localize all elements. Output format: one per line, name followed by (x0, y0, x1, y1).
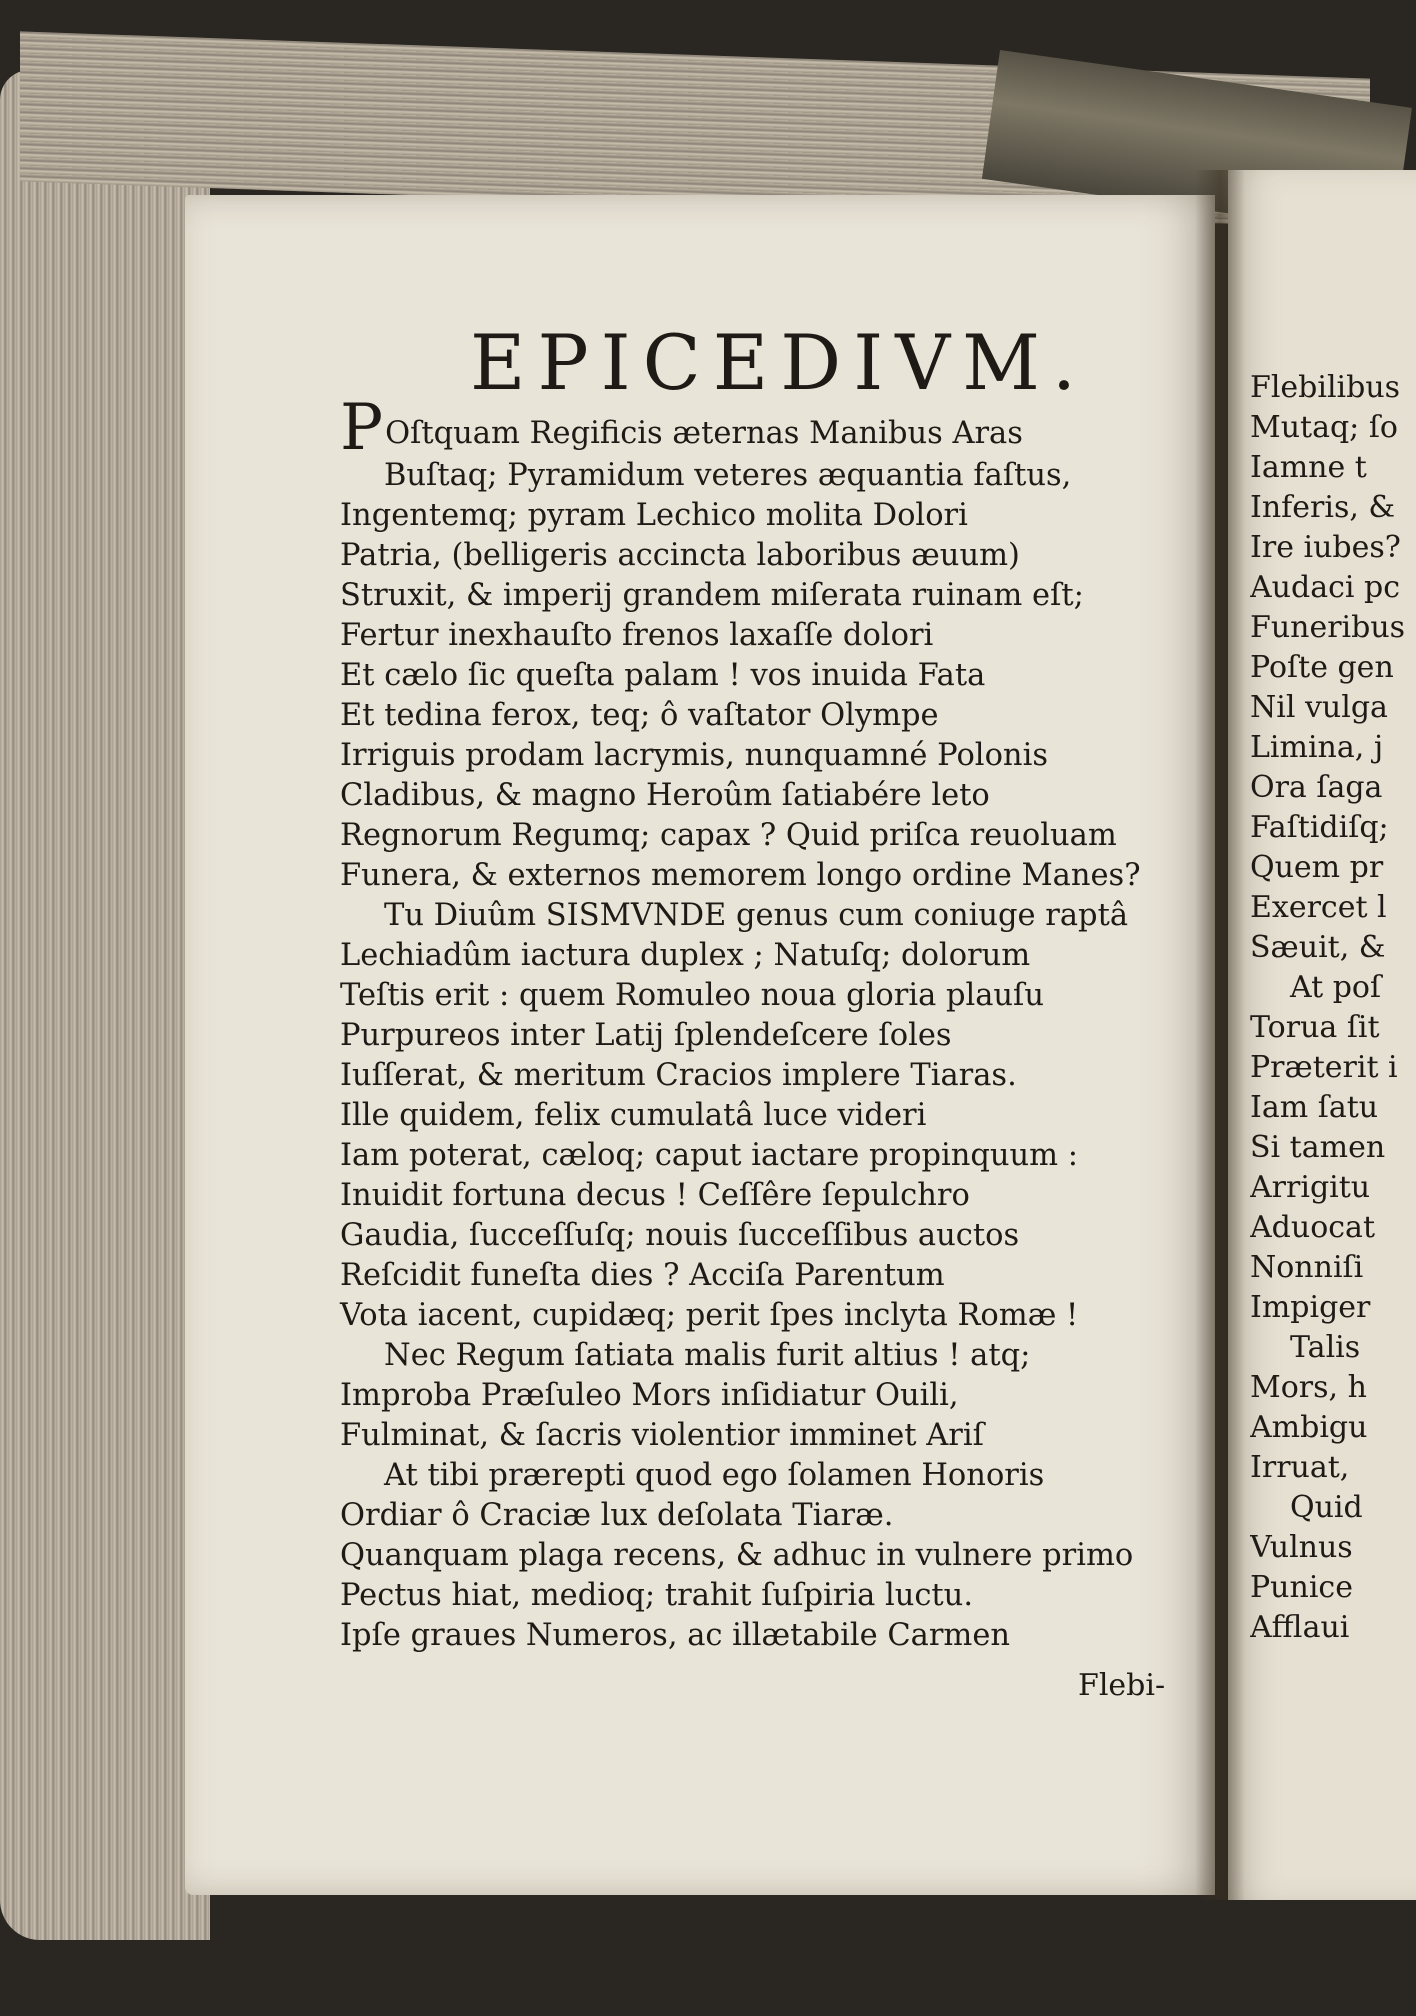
facing-page-line: Impiger (1250, 1290, 1371, 1325)
facing-page-line: Audaci pc (1250, 570, 1401, 605)
facing-page-line: Nil vulga (1250, 690, 1388, 725)
verse-line (340, 1618, 1010, 1654)
facing-page-line: Mutaq; ſo (1250, 410, 1398, 445)
verse-line-text: Ordiar ô Craciæ lux deſolata Tiaræ. (340, 1498, 894, 1533)
verse-line (340, 858, 1141, 894)
verse-line (340, 1578, 973, 1614)
page-title: EPICEDIVM. (470, 318, 1089, 407)
drop-capital: P (340, 391, 384, 465)
verse-line (340, 618, 933, 654)
verse-line-text: Pectus hiat, medioq; trahit ſuſpiria luctu. (340, 1578, 974, 1613)
facing-page-line: Iam ſatu (1250, 1090, 1379, 1125)
facing-page-line: Quem pr (1250, 850, 1384, 885)
facing-page-line: Iamne t (1250, 450, 1367, 485)
verse-line-text: Tu Diuûm SISMVNDE genus cum coniuge raptâ (384, 898, 1129, 933)
verse-line-text: Iam poterat, cæloq; caput iactare propinquum : (340, 1138, 1079, 1173)
catchword: Flebi- (1078, 1668, 1166, 1703)
facing-page-line: Vulnus (1250, 1530, 1353, 1565)
verse-line (340, 538, 1020, 574)
verse-line (340, 818, 1117, 854)
verse-line (340, 1538, 1133, 1574)
verse-line-text: Vota iacent, cupidæq; perit ſpes inclyta Romæ ! (340, 1298, 1079, 1333)
facing-page-line: Præterit i (1250, 1050, 1398, 1085)
facing-page-line: Ambigu (1250, 1410, 1368, 1445)
facing-page-line: Afflaui (1250, 1610, 1350, 1645)
facing-page-line: Torua ſit (1250, 1010, 1380, 1045)
verse-line-text: Nec Regum ſatiata malis furit altius ! atq; (384, 1338, 1031, 1373)
verse-line-text: Et tedina ferox, teq; ô vaſtator Olympe (340, 698, 939, 733)
verse-line-text: Reſcidit funeſta dies ? Acciſa Parentum (340, 1258, 945, 1293)
verse-line (340, 938, 1030, 974)
verse-line-text: Lechiadûm iactura duplex ; Natuſq; dolorum (340, 938, 1031, 973)
verse-line (340, 978, 1044, 1014)
gutter-shadow (1195, 170, 1245, 1900)
facing-page-line: Punice (1250, 1570, 1353, 1605)
verse-line-text: Teſtis erit : quem Romuleo noua gloria plauſu (340, 978, 1044, 1013)
facing-page-text (1250, 370, 1416, 1660)
verse-line (340, 1298, 1078, 1334)
facing-page-line: At poſ (1290, 970, 1382, 1005)
verse-line (340, 738, 1048, 774)
verse-line-text: Iuſſerat, & meritum Cracios implere Tiaras. (340, 1058, 1017, 1093)
facing-page-line: Poſte gen (1250, 650, 1394, 685)
verse-line-text: Gaudia, ſucceſſuſq; nouis ſucceſſibus auctos (340, 1218, 1020, 1253)
facing-page-line: Flebilibus (1250, 370, 1401, 405)
facing-page-line: Ora ſaga (1250, 770, 1383, 805)
verse-line-text: At tibi prærepti quod ego ſolamen Honoris (384, 1458, 1045, 1493)
verse-line-text: Ingentemq; pyram Lechico molita Dolori (340, 498, 968, 533)
verse-line (340, 1418, 984, 1454)
verse-line (340, 1138, 1078, 1174)
verse-line (384, 1338, 1030, 1374)
verse-line-text: Regnorum Regumq; capax ? Quid priſca reuoluam (340, 818, 1117, 853)
verse-line (340, 1378, 959, 1414)
facing-page-line: Si tamen (1250, 1130, 1386, 1165)
verse-line (340, 1018, 952, 1054)
verse-line-text: Irriguis prodam lacrymis, nunquamné Polonis (340, 738, 1048, 773)
verse-line (340, 391, 1023, 465)
verse-line (340, 698, 939, 734)
verse-line (340, 1258, 945, 1294)
verse-line-text: Fulminat, & ſacris violentior imminet Ariſ (340, 1418, 984, 1453)
verse-line-text: Quanquam plaga recens, & adhuc in vulnere primo (340, 1538, 1134, 1573)
facing-page-line: Aduocat (1250, 1210, 1375, 1245)
page-edges-left (0, 70, 210, 1940)
verse-line-text: Ipſe graues Numeros, ac illætabile Carmen (340, 1618, 1011, 1653)
verse-line-text: Fertur inexhauſto frenos laxaſſe dolori (340, 618, 934, 653)
facing-page-line: Inferis, & (1250, 490, 1396, 525)
verse-line-text: Oſtquam Regificis æternas Manibus Aras (385, 416, 1023, 451)
facing-page-line: Nonniſi (1250, 1250, 1364, 1285)
verse-line (340, 1058, 1017, 1094)
verse-line (340, 1498, 894, 1534)
verse-line-text: Struxit, & imperij grandem miſerata ruinam eſt; (340, 578, 1084, 613)
facing-page-line: Quid (1290, 1490, 1363, 1525)
facing-page-line: Exercet l (1250, 890, 1387, 925)
verse-line (340, 1098, 926, 1134)
verse-line-text: Patria, (belligeris accincta laboribus æuum) (340, 538, 1020, 573)
verse-line (384, 458, 1071, 494)
verse-line-text: Purpureos inter Latij ſplendeſcere ſoles (340, 1018, 952, 1053)
verse-line (340, 778, 990, 814)
verse-line (384, 1458, 1044, 1494)
verse-line (340, 658, 985, 694)
facing-page-line: Limina, j (1250, 730, 1384, 765)
verse-line-text: Inuidit fortuna decus ! Ceſſêre ſepulchro (340, 1178, 970, 1213)
verse-line (384, 898, 1128, 934)
verse-line-text: Cladibus, & magno Heroûm ſatiabére leto (340, 778, 990, 813)
verse-line (340, 1178, 970, 1214)
facing-page-line: Faſtidiſq; (1250, 810, 1389, 845)
verse-line (340, 578, 1084, 614)
verse-line-text: Ille quidem, felix cumulatâ luce videri (340, 1098, 927, 1133)
facing-page-line: Irruat, (1250, 1450, 1350, 1485)
facing-page-line: Sæuit, & (1250, 930, 1386, 965)
verse-line (340, 1218, 1019, 1254)
facing-page-line: Mors, h (1250, 1370, 1367, 1405)
verse-line (340, 498, 968, 534)
verse-line-text: Funera, & externos memorem longo ordine Manes? (340, 858, 1141, 893)
facing-page-line: Ire iubes? (1250, 530, 1401, 565)
verse-line-text: Improba Præſuleo Mors inſidiatur Ouili, (340, 1378, 959, 1413)
facing-page-line: Arrigitu (1250, 1170, 1371, 1205)
facing-page-line: Funeribus (1250, 610, 1406, 645)
facing-page-line: Talis (1290, 1330, 1361, 1365)
verse-line-text: Buſtaq; Pyramidum veteres æquantia faſtus, (384, 458, 1072, 493)
verse-line-text: Et cælo ſic queſta palam ! vos inuida Fata (340, 658, 986, 693)
